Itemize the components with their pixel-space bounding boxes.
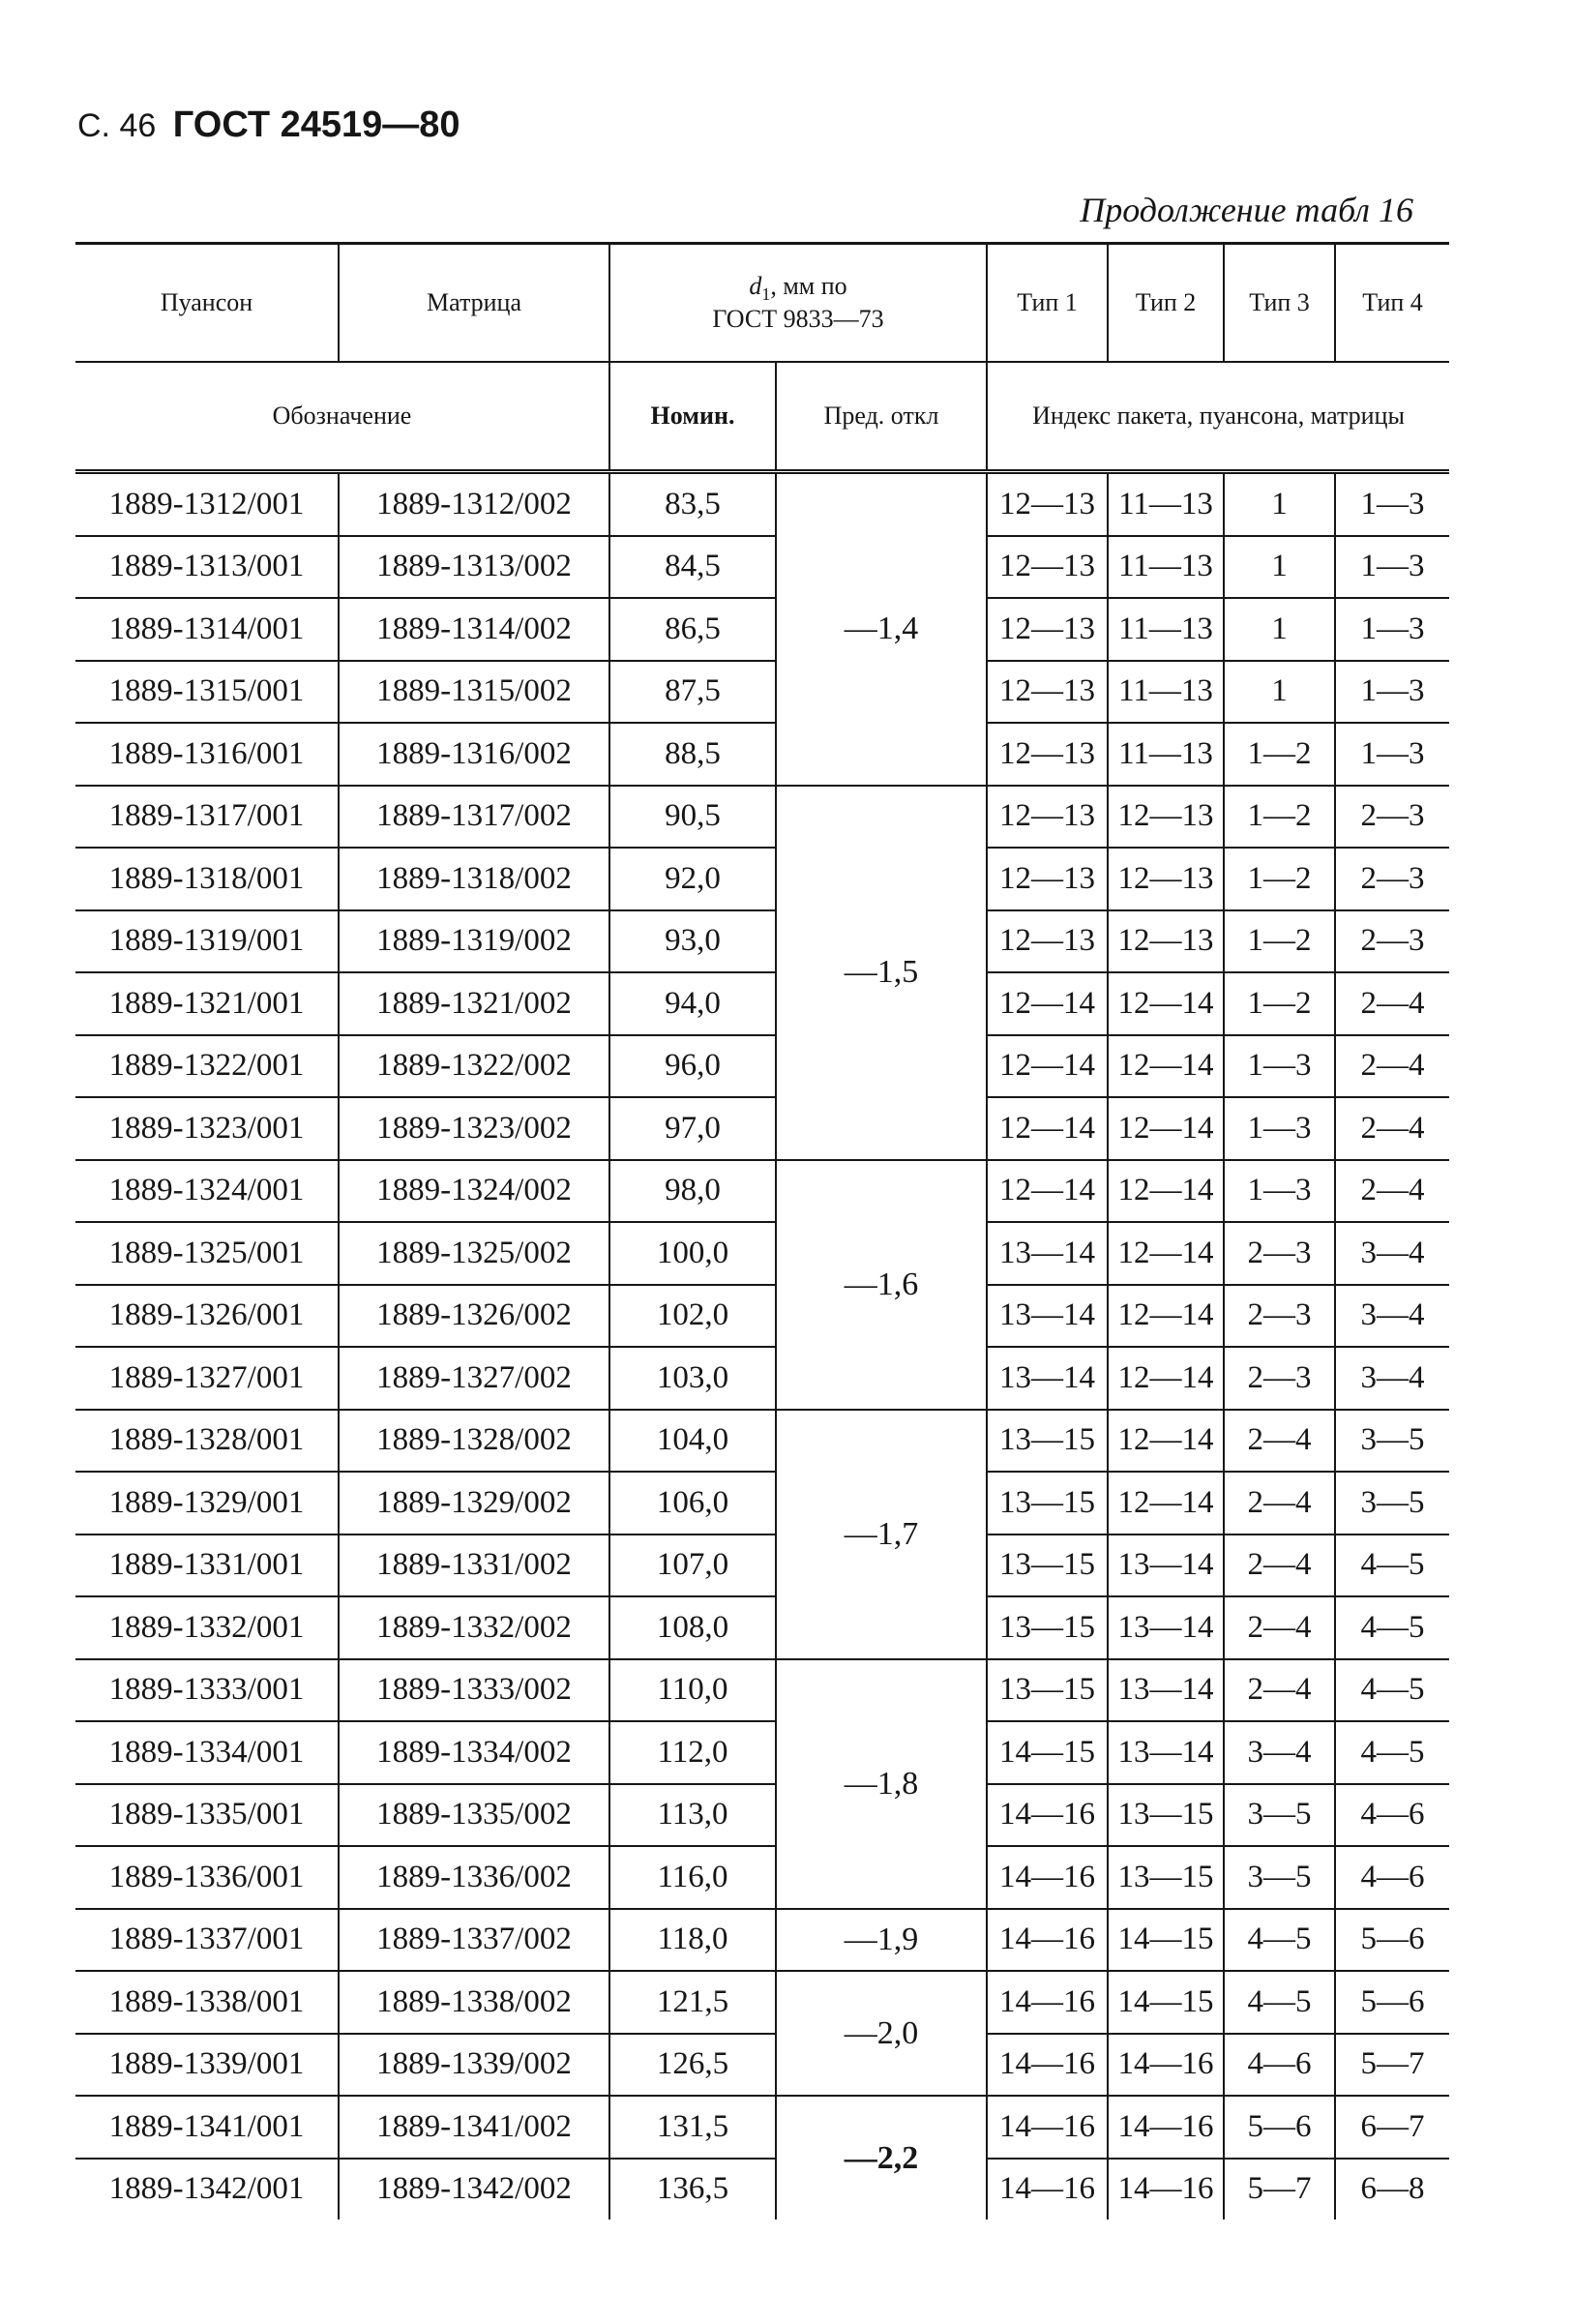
nominal-diameter: 108,0 [609, 1596, 776, 1659]
type4-index: 6—7 [1335, 2096, 1449, 2159]
die-code: 1889-1318/002 [339, 848, 609, 910]
type1-index: 12—13 [987, 910, 1108, 973]
type1-index: 13—15 [987, 1410, 1108, 1473]
table-row [75, 972, 1449, 1035]
nominal-diameter: 86,5 [609, 598, 776, 661]
punch-code: 1889-1331/001 [75, 1534, 339, 1597]
die-code: 1889-1338/002 [339, 1971, 609, 2034]
type4-index: 4—5 [1335, 1534, 1449, 1597]
nominal-diameter: 102,0 [609, 1285, 776, 1348]
type2-index: 12—14 [1108, 1035, 1224, 1098]
punch-code: 1889-1319/001 [75, 910, 339, 973]
table-row [75, 786, 1449, 849]
type3-index: 1—2 [1224, 972, 1335, 1035]
type2-index: 11—13 [1108, 661, 1224, 724]
nominal-diameter: 90,5 [609, 786, 776, 849]
type3-index: 3—5 [1224, 1846, 1335, 1909]
table-row [75, 1160, 1449, 1223]
col-header-index: Индекс пакета, пуансона, матрицы [987, 362, 1449, 472]
tolerance-value: —2,0 [776, 1971, 987, 2096]
nominal-diameter: 110,0 [609, 1659, 776, 1722]
table-row [75, 536, 1449, 599]
type4-index: 1—3 [1335, 472, 1449, 536]
table-row [75, 1534, 1449, 1597]
punch-code: 1889-1341/001 [75, 2096, 339, 2159]
table-row [75, 910, 1449, 973]
type1-index: 12—13 [987, 598, 1108, 661]
tolerance-value: —2,2 [776, 2096, 987, 2220]
type1-index: 12—13 [987, 786, 1108, 849]
punch-code: 1889-1317/001 [75, 786, 339, 849]
type4-index: 3—5 [1335, 1410, 1449, 1473]
nominal-diameter: 87,5 [609, 661, 776, 724]
type3-index: 3—4 [1224, 1721, 1335, 1784]
nominal-diameter: 106,0 [609, 1472, 776, 1534]
punch-code: 1889-1336/001 [75, 1846, 339, 1909]
type4-index: 2—4 [1335, 972, 1449, 1035]
die-code: 1889-1335/002 [339, 1784, 609, 1847]
type4-index: 1—3 [1335, 598, 1449, 661]
type1-index: 12—14 [987, 1097, 1108, 1160]
page-header [77, 104, 460, 146]
type4-index: 1—3 [1335, 723, 1449, 786]
type2-index: 11—13 [1108, 536, 1224, 599]
die-code: 1889-1332/002 [339, 1596, 609, 1659]
type2-index: 14—16 [1108, 2096, 1224, 2159]
header-row-1 [75, 244, 1449, 363]
die-code: 1889-1327/002 [339, 1347, 609, 1410]
punch-code: 1889-1338/001 [75, 1971, 339, 2034]
type1-index: 12—14 [987, 972, 1108, 1035]
type2-index: 11—13 [1108, 598, 1224, 661]
table-row [75, 472, 1449, 536]
type4-index: 5—6 [1335, 1909, 1449, 1972]
tolerance-value: —1,7 [776, 1410, 987, 1659]
type4-index: 4—6 [1335, 1846, 1449, 1909]
die-code: 1889-1328/002 [339, 1410, 609, 1473]
type2-index: 12—14 [1108, 1285, 1224, 1348]
data-table [75, 242, 1449, 2220]
punch-code: 1889-1324/001 [75, 1160, 339, 1223]
nominal-diameter: 93,0 [609, 910, 776, 973]
type1-index: 12—13 [987, 848, 1108, 910]
type3-index: 1—3 [1224, 1035, 1335, 1098]
type3-index: 2—4 [1224, 1659, 1335, 1722]
tolerance-value: —1,5 [776, 786, 987, 1160]
type2-index: 12—13 [1108, 848, 1224, 910]
table-row [75, 1971, 1449, 2034]
nominal-diameter: 136,5 [609, 2159, 776, 2220]
punch-code: 1889-1328/001 [75, 1410, 339, 1473]
nominal-diameter: 118,0 [609, 1909, 776, 1972]
die-code: 1889-1312/002 [339, 472, 609, 536]
die-code: 1889-1317/002 [339, 786, 609, 849]
table-row [75, 598, 1449, 661]
nominal-diameter: 113,0 [609, 1784, 776, 1847]
col-header-deviation: Пред. откл [776, 362, 987, 472]
nominal-diameter: 131,5 [609, 2096, 776, 2159]
type4-index: 5—6 [1335, 1971, 1449, 2034]
type1-index: 12—13 [987, 472, 1108, 536]
type2-index: 13—14 [1108, 1596, 1224, 1659]
die-code: 1889-1313/002 [339, 536, 609, 599]
type4-index: 5—7 [1335, 2034, 1449, 2097]
nominal-diameter: 98,0 [609, 1160, 776, 1223]
type1-index: 13—14 [987, 1222, 1108, 1285]
type2-index: 14—16 [1108, 2159, 1224, 2220]
punch-code: 1889-1334/001 [75, 1721, 339, 1784]
die-code: 1889-1321/002 [339, 972, 609, 1035]
col-header-punch: Пуансон [75, 244, 339, 363]
die-code: 1889-1336/002 [339, 1846, 609, 1909]
table-row [75, 2159, 1449, 2220]
type4-index: 4—5 [1335, 1659, 1449, 1722]
punch-code: 1889-1333/001 [75, 1659, 339, 1722]
type2-index: 11—13 [1108, 723, 1224, 786]
type3-index: 1—2 [1224, 848, 1335, 910]
type1-index: 12—13 [987, 661, 1108, 724]
type4-index: 1—3 [1335, 536, 1449, 599]
type1-index: 13—14 [987, 1347, 1108, 1410]
col-header-type4: Тип 4 [1335, 244, 1449, 363]
punch-code: 1889-1314/001 [75, 598, 339, 661]
nominal-diameter: 104,0 [609, 1410, 776, 1473]
type1-index: 13—15 [987, 1659, 1108, 1722]
type1-index: 14—16 [987, 1971, 1108, 2034]
table-row [75, 1784, 1449, 1847]
type2-index: 12—13 [1108, 786, 1224, 849]
nominal-diameter: 107,0 [609, 1534, 776, 1597]
tolerance-value: —1,9 [776, 1909, 987, 1972]
col-header-die: Матрица [339, 244, 609, 363]
type3-index: 2—4 [1224, 1472, 1335, 1534]
die-code: 1889-1325/002 [339, 1222, 609, 1285]
nominal-diameter: 94,0 [609, 972, 776, 1035]
die-code: 1889-1342/002 [339, 2159, 609, 2220]
type4-index: 3—4 [1335, 1222, 1449, 1285]
nominal-diameter: 96,0 [609, 1035, 776, 1098]
type3-index: 1 [1224, 536, 1335, 599]
type4-index: 6—8 [1335, 2159, 1449, 2220]
type4-index: 2—4 [1335, 1035, 1449, 1098]
punch-code: 1889-1327/001 [75, 1347, 339, 1410]
die-code: 1889-1319/002 [339, 910, 609, 973]
type2-index: 13—14 [1108, 1534, 1224, 1597]
col-header-d1 [609, 244, 987, 363]
die-code: 1889-1334/002 [339, 1721, 609, 1784]
type3-index: 2—4 [1224, 1596, 1335, 1659]
col-header-type3: Тип 3 [1224, 244, 1335, 363]
type2-index: 12—14 [1108, 1097, 1224, 1160]
type3-index: 3—5 [1224, 1784, 1335, 1847]
type1-index: 14—16 [987, 1784, 1108, 1847]
type3-index: 2—4 [1224, 1534, 1335, 1597]
die-code: 1889-1326/002 [339, 1285, 609, 1348]
type4-index: 2—4 [1335, 1097, 1449, 1160]
table-row [75, 1909, 1449, 1972]
type4-index: 4—5 [1335, 1596, 1449, 1659]
type2-index: 12—14 [1108, 1472, 1224, 1534]
type3-index: 4—5 [1224, 1971, 1335, 2034]
type2-index: 13—15 [1108, 1846, 1224, 1909]
type3-index: 1—3 [1224, 1160, 1335, 1223]
nominal-diameter: 92,0 [609, 848, 776, 910]
type3-index: 1—3 [1224, 1097, 1335, 1160]
nominal-diameter: 112,0 [609, 1721, 776, 1784]
nominal-diameter: 100,0 [609, 1222, 776, 1285]
table-row [75, 1472, 1449, 1534]
type3-index: 1 [1224, 661, 1335, 724]
die-code: 1889-1341/002 [339, 2096, 609, 2159]
type3-index: 5—7 [1224, 2159, 1335, 2220]
tolerance-value: —1,4 [776, 472, 987, 786]
type3-index: 1—2 [1224, 786, 1335, 849]
type4-index: 3—4 [1335, 1285, 1449, 1348]
type2-index: 13—14 [1108, 1659, 1224, 1722]
type2-index: 12—14 [1108, 972, 1224, 1035]
type4-index: 2—3 [1335, 910, 1449, 973]
nominal-diameter: 97,0 [609, 1097, 776, 1160]
type1-index: 14—16 [987, 1846, 1108, 1909]
punch-code: 1889-1323/001 [75, 1097, 339, 1160]
nominal-diameter: 83,5 [609, 472, 776, 536]
page-number: С. 46 [77, 107, 157, 144]
table-row [75, 1846, 1449, 1909]
col-header-designation: Обозначение [75, 362, 609, 472]
table-continuation-label: Продолжение табл 16 [1080, 191, 1413, 229]
type1-index: 14—16 [987, 2159, 1108, 2220]
table-row [75, 1347, 1449, 1410]
punch-code: 1889-1315/001 [75, 661, 339, 724]
nominal-diameter: 121,5 [609, 1971, 776, 2034]
type4-index: 4—5 [1335, 1721, 1449, 1784]
punch-code: 1889-1332/001 [75, 1596, 339, 1659]
die-code: 1889-1329/002 [339, 1472, 609, 1534]
table-row [75, 1097, 1449, 1160]
d1-symbol: $d_1$, мм по [749, 272, 847, 305]
die-code: 1889-1316/002 [339, 723, 609, 786]
type3-index: 2—3 [1224, 1285, 1335, 1348]
punch-code: 1889-1325/001 [75, 1222, 339, 1285]
type4-index: 2—3 [1335, 786, 1449, 849]
type3-index: 4—6 [1224, 2034, 1335, 2097]
type1-index: 13—15 [987, 1534, 1108, 1597]
die-code: 1889-1333/002 [339, 1659, 609, 1722]
tolerance-value: —1,6 [776, 1160, 987, 1410]
type2-index: 12—14 [1108, 1222, 1224, 1285]
type1-index: 12—13 [987, 536, 1108, 599]
type2-index: 13—14 [1108, 1721, 1224, 1784]
col-header-type2: Тип 2 [1108, 244, 1224, 363]
table-row [75, 1285, 1449, 1348]
table-row [75, 1410, 1449, 1473]
nominal-diameter: 116,0 [609, 1846, 776, 1909]
type1-index: 14—16 [987, 1909, 1108, 1972]
type2-index: 14—15 [1108, 1909, 1224, 1972]
tolerance-value: —1,8 [776, 1659, 987, 1909]
header-row-2 [75, 362, 1449, 472]
table-row [75, 1659, 1449, 1722]
type1-index: 13—15 [987, 1472, 1108, 1534]
nominal-diameter: 103,0 [609, 1347, 776, 1410]
type2-index: 12—13 [1108, 910, 1224, 973]
table-row [75, 661, 1449, 724]
nominal-diameter: 126,5 [609, 2034, 776, 2097]
table-row [75, 2096, 1449, 2159]
punch-code: 1889-1335/001 [75, 1784, 339, 1847]
punch-code: 1889-1329/001 [75, 1472, 339, 1534]
table-row [75, 2034, 1449, 2097]
type3-index: 5—6 [1224, 2096, 1335, 2159]
type1-index: 12—14 [987, 1160, 1108, 1223]
die-code: 1889-1324/002 [339, 1160, 609, 1223]
type3-index: 1—2 [1224, 910, 1335, 973]
table-body [75, 472, 1449, 2220]
type2-index: 12—14 [1108, 1410, 1224, 1473]
table-row [75, 1721, 1449, 1784]
col-header-type1: Тип 1 [987, 244, 1108, 363]
type2-index: 14—16 [1108, 2034, 1224, 2097]
type3-index: 2—4 [1224, 1410, 1335, 1473]
die-code: 1889-1337/002 [339, 1909, 609, 1972]
standard-number: ГОСТ 24519—80 [172, 104, 460, 145]
punch-code: 1889-1321/001 [75, 972, 339, 1035]
data-table-container [75, 242, 1449, 2220]
type3-index: 1—2 [1224, 723, 1335, 786]
type3-index: 2—3 [1224, 1347, 1335, 1410]
die-code: 1889-1323/002 [339, 1097, 609, 1160]
table-row [75, 1596, 1449, 1659]
col-header-nominal: Номин. [609, 362, 776, 472]
punch-code: 1889-1313/001 [75, 536, 339, 599]
punch-code: 1889-1322/001 [75, 1035, 339, 1098]
type2-index: 11—13 [1108, 472, 1224, 536]
die-code: 1889-1339/002 [339, 2034, 609, 2097]
punch-code: 1889-1337/001 [75, 1909, 339, 1972]
type3-index: 2—3 [1224, 1222, 1335, 1285]
type4-index: 3—5 [1335, 1472, 1449, 1534]
nominal-diameter: 88,5 [609, 723, 776, 786]
punch-code: 1889-1342/001 [108, 2171, 305, 2207]
die-code: 1889-1331/002 [339, 1534, 609, 1597]
type4-index: 2—3 [1335, 848, 1449, 910]
type1-index: 14—16 [987, 2034, 1108, 2097]
type4-index: 1—3 [1335, 661, 1449, 724]
punch-code: 1889-1318/001 [75, 848, 339, 910]
nominal-diameter: 84,5 [609, 536, 776, 599]
type1-index: 12—14 [987, 1035, 1108, 1098]
punch-code: 1889-1326/001 [75, 1285, 339, 1348]
type3-index: 4—5 [1224, 1909, 1335, 1972]
die-code: 1889-1322/002 [339, 1035, 609, 1098]
type1-index: 12—13 [987, 723, 1108, 786]
type2-index: 12—14 [1108, 1160, 1224, 1223]
table-row [75, 1222, 1449, 1285]
type1-index: 13—14 [987, 1285, 1108, 1348]
die-code: 1889-1314/002 [339, 598, 609, 661]
type1-index: 13—15 [987, 1596, 1108, 1659]
type1-index: 14—15 [987, 1721, 1108, 1784]
type3-index: 1 [1224, 598, 1335, 661]
punch-code: 1889-1316/001 [75, 723, 339, 786]
die-code: 1889-1315/002 [339, 661, 609, 724]
type1-index: 14—16 [987, 2096, 1108, 2159]
type2-index: 14—15 [1108, 1971, 1224, 2034]
type4-index: 3—4 [1335, 1347, 1449, 1410]
table-row [75, 1035, 1449, 1098]
type4-index: 2—4 [1335, 1160, 1449, 1223]
table-row [75, 723, 1449, 786]
type3-index: 1 [1224, 472, 1335, 536]
d1-standard: ГОСТ 9833—73 [712, 304, 884, 333]
punch-code: 1889-1312/001 [75, 472, 339, 536]
type2-index: 13—15 [1108, 1784, 1224, 1847]
punch-code: 1889-1339/001 [75, 2034, 339, 2097]
type4-index: 4—6 [1335, 1784, 1449, 1847]
table-row [75, 848, 1449, 910]
type2-index: 12—14 [1108, 1347, 1224, 1410]
